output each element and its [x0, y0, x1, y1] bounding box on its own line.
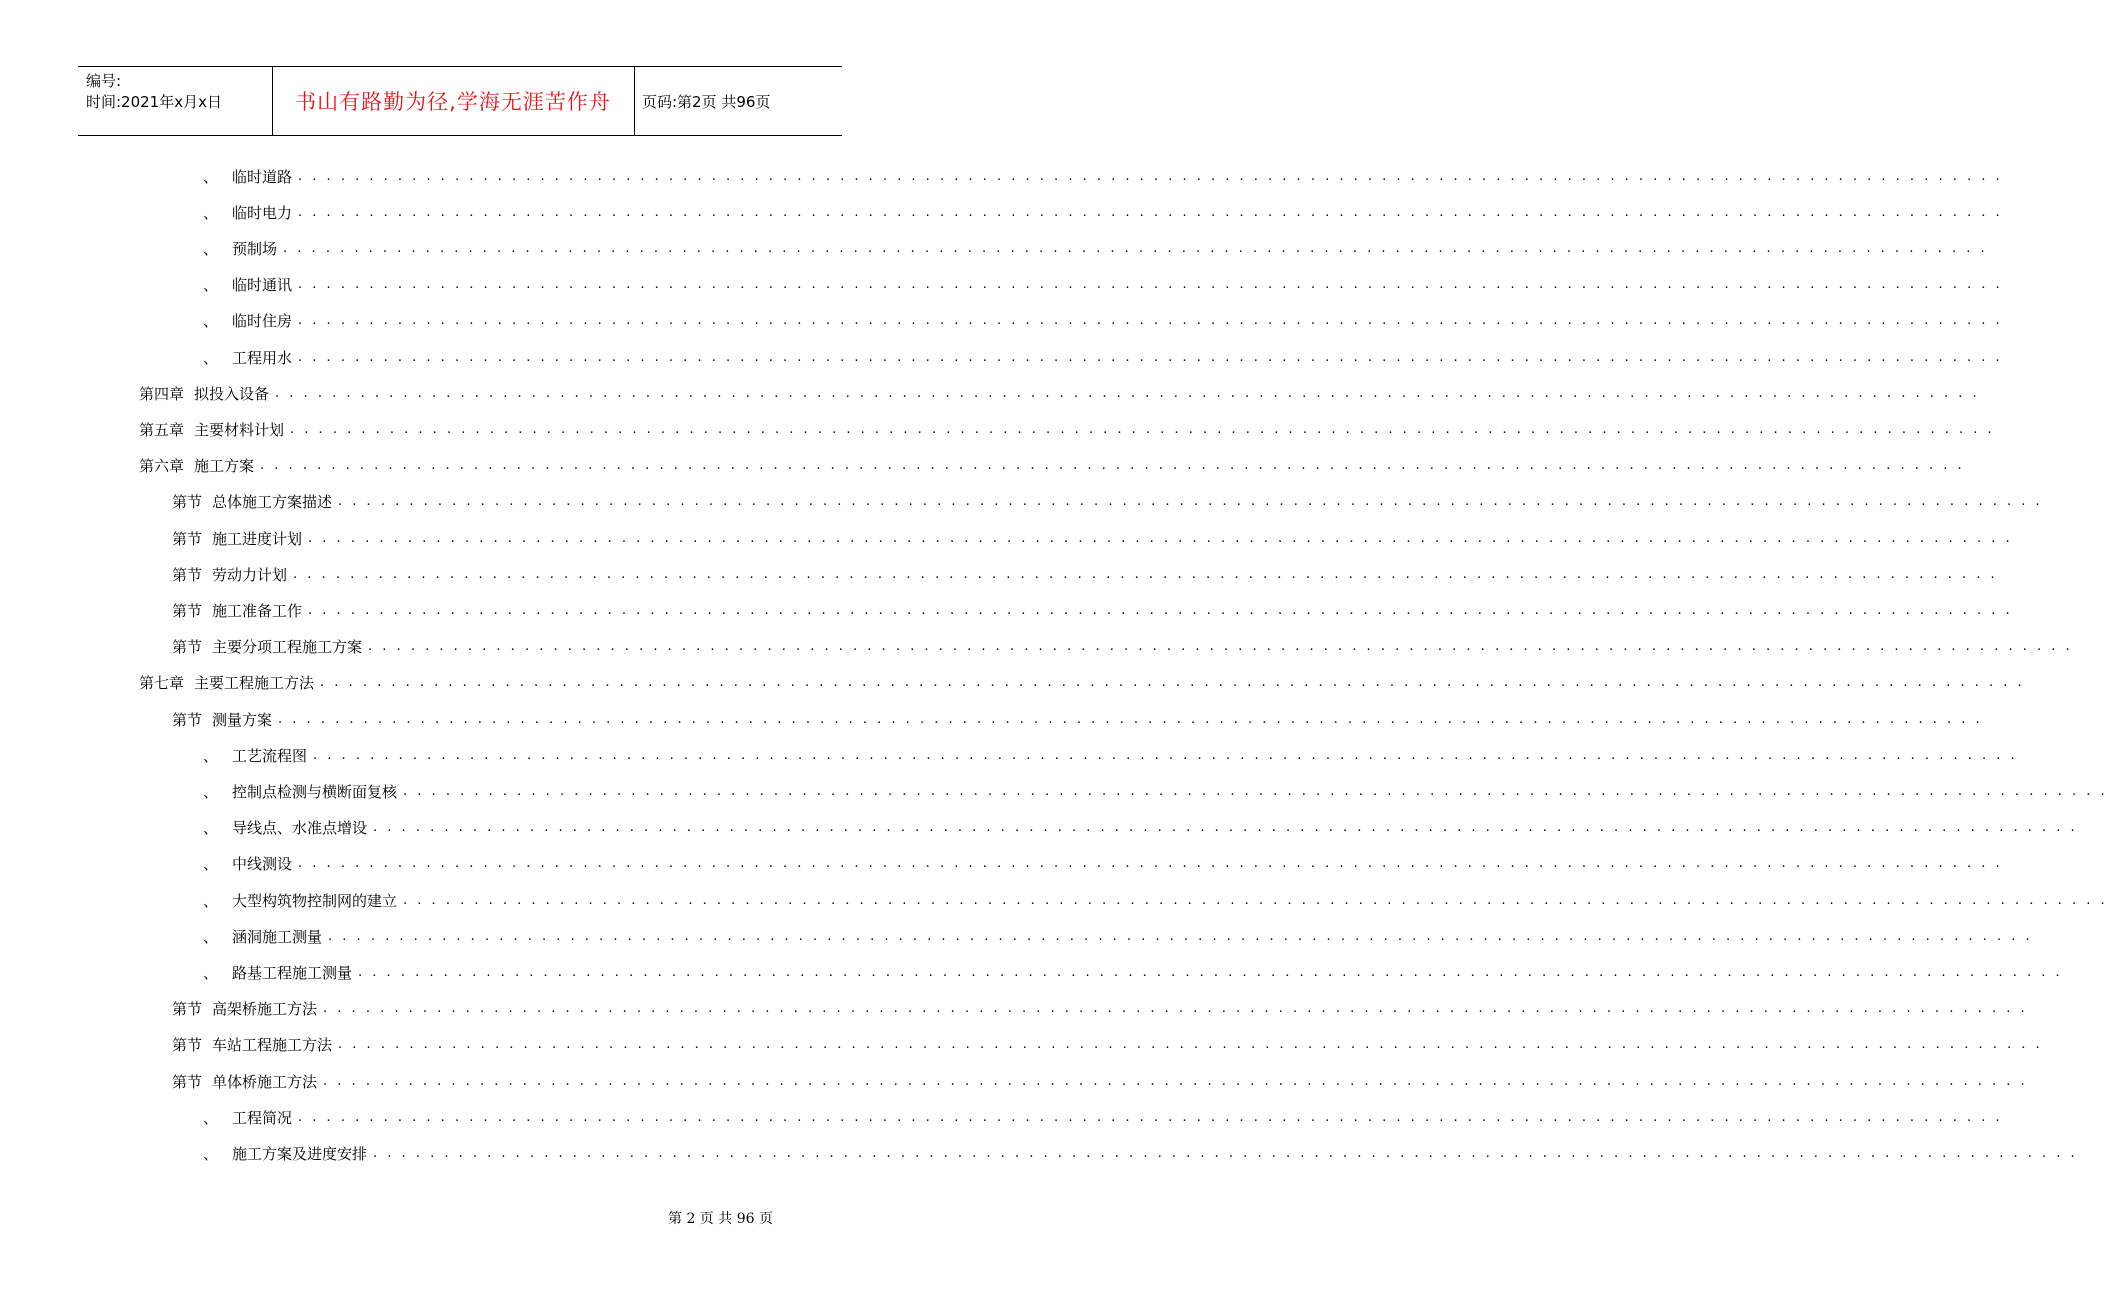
toc-entry[interactable]: [203, 274, 2003, 296]
toc-entry-prefix: 第五章: [139, 420, 185, 439]
toc-entry-prefix: 第四章: [139, 384, 185, 403]
toc-entry-prefix: 、: [203, 203, 219, 222]
toc-leader-dots: . . . . . . . . . . . . . . . . . . . . . . . . . . . . . . . . . . . . . . . . . . . . . . . . . . . . . . . . . . . . . . . . . . . . . . . . . . . . . . . . . . . . . . . . . . . . . . . . . . . . . . . . . . . . . . . . . . . . . . . .: [403, 892, 2108, 908]
toc-entry-title: 大型构筑物控制网的建立: [232, 891, 398, 910]
toc-leader-dots: . . . . . . . . . . . . . . . . . . . . . . . . . . . . . . . . . . . . . . . . . . . . . . . . . . . . . . . . . . . . . . . . . . . . . . . . . . . . . . . . . . . . . . . . . . . . . . . . . . . . . . . . . . . . . . . . . . . . . . . .: [323, 1073, 2028, 1089]
toc-entry-prefix: 、: [203, 348, 219, 367]
toc-leader-dots: . . . . . . . . . . . . . . . . . . . . . . . . . . . . . . . . . . . . . . . . . . . . . . . . . . . . . . . . . . . . . . . . . . . . . . . . . . . . . . . . . . . . . . . . . . . . . . . . . . . . . . . . . . . . . . . . . . . . . . . .: [323, 1001, 2028, 1017]
toc-entry-prefix: 、: [203, 167, 219, 186]
toc-entry-title: 高架桥施工方法: [212, 1000, 318, 1019]
toc-entry-prefix: 、: [203, 855, 219, 874]
toc-entry-prefix: 、: [203, 891, 219, 910]
toc-entry-title: 工艺流程图: [232, 746, 308, 765]
toc-entry[interactable]: [203, 744, 2018, 766]
toc-entry-prefix: 、: [203, 312, 219, 331]
toc-entry-prefix: 第节: [172, 1036, 203, 1055]
toc-entry-title: 临时电力: [232, 203, 293, 222]
toc-leader-dots: . . . . . . . . . . . . . . . . . . . . . . . . . . . . . . . . . . . . . . . . . . . . . . . . . . . . . . . . . . . . . . . . . . . . . . . . . . . . . . . . . . . . . . . . . . . . . . . . . . . . . . . . . . . . . . . . . . . . . . . .: [283, 240, 1988, 256]
toc-entry-title: 控制点检测与横断面复核: [232, 782, 398, 801]
toc-entry[interactable]: [139, 418, 1995, 440]
toc-entry-title: 施工进度计划: [212, 529, 303, 548]
toc-entry[interactable]: [203, 1106, 2003, 1128]
header-motto: 书山有路勤为径,学海无涯苦作舟: [295, 90, 611, 114]
toc-leader-dots: . . . . . . . . . . . . . . . . . . . . . . . . . . . . . . . . . . . . . . . . . . . . . . . . . . . . . . . . . . . . . . . . . . . . . . . . . . . . . . . . . . . . . . . . . . . . . . . . . . . . . . . . . . . . . . . . . . . . . . . .: [298, 168, 2003, 184]
toc-entry-prefix: 第七章: [139, 674, 185, 693]
toc-leader-dots: . . . . . . . . . . . . . . . . . . . . . . . . . . . . . . . . . . . . . . . . . . . . . . . . . . . . . . . . . . . . . . . . . . . . . . . . . . . . . . . . . . . . . . . . . . . . . . . . . . . . . . . . . . . . . . . . . . . . . . . .: [328, 928, 2033, 944]
toc-entry-title: 总体施工方案描述: [212, 493, 333, 512]
time-label: 时间:2021年x月x日: [86, 93, 222, 111]
toc-entry-prefix: 第节: [172, 529, 203, 548]
toc-entry[interactable]: [172, 998, 2028, 1020]
toc-leader-dots: . . . . . . . . . . . . . . . . . . . . . . . . . . . . . . . . . . . . . . . . . . . . . . . . . . . . . . . . . . . . . . . . . . . . . . . . . . . . . . . . . . . . . . . . . . . . . . . . . . . . . . . . . . . . . . . . . . . . . . . .: [368, 639, 2073, 655]
toc-entry[interactable]: [172, 1034, 2043, 1056]
toc-entry-title: 主要材料计划: [194, 420, 285, 439]
toc-entry-prefix: 第节: [172, 601, 203, 620]
toc-entry[interactable]: [203, 961, 2063, 983]
toc-entry-title: 单体桥施工方法: [212, 1072, 318, 1091]
toc-entry-prefix: 、: [203, 782, 219, 801]
toc-entry-title: 中线测设: [232, 855, 293, 874]
toc-leader-dots: . . . . . . . . . . . . . . . . . . . . . . . . . . . . . . . . . . . . . . . . . . . . . . . . . . . . . . . . . . . . . . . . . . . . . . . . . . . . . . . . . . . . . . . . . . . . . . . . . . . . . . . . . . . . . . . . . . . . . . . .: [313, 747, 2018, 763]
toc-entry-title: 工程用水: [232, 348, 293, 367]
toc-entry[interactable]: [172, 563, 1998, 585]
toc-leader-dots: . . . . . . . . . . . . . . . . . . . . . . . . . . . . . . . . . . . . . . . . . . . . . . . . . . . . . . . . . . . . . . . . . . . . . . . . . . . . . . . . . . . . . . . . . . . . . . . . . . . . . . . . . . . . . . . . . . . . . . . .: [278, 711, 1983, 727]
toc-entry[interactable]: [203, 165, 2003, 187]
toc-entry-prefix: 第节: [172, 565, 203, 584]
toc-entry-title: 车站工程施工方法: [212, 1036, 333, 1055]
toc-entry-prefix: 、: [203, 927, 219, 946]
toc-entry-title: 工程简况: [232, 1108, 293, 1127]
toc-entry[interactable]: [203, 201, 2003, 223]
toc-entry-title: 施工方案: [194, 457, 255, 476]
toc-entry[interactable]: [172, 527, 2013, 549]
toc-entry[interactable]: [203, 853, 2003, 875]
toc-entry-title: 施工方案及进度安排: [232, 1144, 368, 1163]
toc-entry-title: 施工准备工作: [212, 601, 303, 620]
toc-entry-title: 主要工程施工方法: [194, 674, 315, 693]
toc-entry-title: 劳动力计划: [212, 565, 288, 584]
toc-leader-dots: . . . . . . . . . . . . . . . . . . . . . . . . . . . . . . . . . . . . . . . . . . . . . . . . . . . . . . . . . . . . . . . . . . . . . . . . . . . . . . . . . . . . . . . . . . . . . . . . . . . . . . . . . . . . . . . . . . . . . . . .: [308, 602, 2013, 618]
toc-leader-dots: . . . . . . . . . . . . . . . . . . . . . . . . . . . . . . . . . . . . . . . . . . . . . . . . . . . . . . . . . . . . . . . . . . . . . . . . . . . . . . . . . . . . . . . . . . . . . . . . . . . . . . . . . . . . . . . . . . . . . . . .: [298, 856, 2003, 872]
toc-entry[interactable]: [203, 237, 1988, 259]
toc-entry[interactable]: [203, 889, 2108, 911]
header-meta: [78, 67, 273, 135]
toc-entry-prefix: 、: [203, 819, 219, 838]
toc-leader-dots: . . . . . . . . . . . . . . . . . . . . . . . . . . . . . . . . . . . . . . . . . . . . . . . . . . . . . . . . . . . . . . . . . . . . . . . . . . . . . . . . . . . . . . . . . . . . . . . . . . . . . . . . . . . . . . . . . . . . . . . .: [358, 964, 2063, 980]
toc-entry[interactable]: [172, 708, 1983, 730]
page-footer: 第 2 页 共 96 页: [668, 1211, 773, 1227]
toc-entry-title: 主要分项工程施工方案: [212, 638, 363, 657]
toc-entry-title: 临时道路: [232, 167, 293, 186]
toc-leader-dots: . . . . . . . . . . . . . . . . . . . . . . . . . . . . . . . . . . . . . . . . . . . . . . . . . . . . . . . . . . . . . . . . . . . . . . . . . . . . . . . . . . . . . . . . . . . . . . . . . . . . . . . . . . . . . . . . . . . . . . . .: [308, 530, 2013, 546]
toc-leader-dots: . . . . . . . . . . . . . . . . . . . . . . . . . . . . . . . . . . . . . . . . . . . . . . . . . . . . . . . . . . . . . . . . . . . . . . . . . . . . . . . . . . . . . . . . . . . . . . . . . . . . . . . . . . . . . . . . . . . . . . . .: [298, 277, 2003, 293]
toc-entry[interactable]: [139, 672, 2025, 694]
toc-entry[interactable]: [203, 1142, 2078, 1164]
toc-entry-title: 临时住房: [232, 312, 293, 331]
toc-leader-dots: . . . . . . . . . . . . . . . . . . . . . . . . . . . . . . . . . . . . . . . . . . . . . . . . . . . . . . . . . . . . . . . . . . . . . . . . . . . . . . . . . . . . . . . . . . . . . . . . . . . . . . . . . . . . . . . . . . . . . . . .: [298, 1109, 2003, 1125]
toc-entry-title: 临时通讯: [232, 276, 293, 295]
toc-leader-dots: . . . . . . . . . . . . . . . . . . . . . . . . . . . . . . . . . . . . . . . . . . . . . . . . . . . . . . . . . . . . . . . . . . . . . . . . . . . . . . . . . . . . . . . . . . . . . . . . . . . . . . . . . . . . . . . . . . . . . . . .: [298, 204, 2003, 220]
toc-entry[interactable]: [203, 925, 2033, 947]
toc-entry-title: 导线点、水准点增设: [232, 819, 368, 838]
toc-leader-dots: . . . . . . . . . . . . . . . . . . . . . . . . . . . . . . . . . . . . . . . . . . . . . . . . . . . . . . . . . . . . . . . . . . . . . . . . . . . . . . . . . . . . . . . . . . . . . . . . . . . . . . . . . . . . . . . . . . . . . . . .: [275, 385, 1980, 401]
toc-entry-title: 涵洞施工测量: [232, 927, 323, 946]
toc-entry-prefix: 第节: [172, 493, 203, 512]
toc-entry[interactable]: [172, 636, 2073, 658]
toc-leader-dots: . . . . . . . . . . . . . . . . . . . . . . . . . . . . . . . . . . . . . . . . . . . . . . . . . . . . . . . . . . . . . . . . . . . . . . . . . . . . . . . . . . . . . . . . . . . . . . . . . . . . . . . . . . . . . . . . . . . . . . . .: [290, 421, 1995, 437]
number-label: 编号:: [86, 72, 122, 90]
toc-leader-dots: . . . . . . . . . . . . . . . . . . . . . . . . . . . . . . . . . . . . . . . . . . . . . . . . . . . . . . . . . . . . . . . . . . . . . . . . . . . . . . . . . . . . . . . . . . . . . . . . . . . . . . . . . . . . . . . . . . . . . . . .: [298, 349, 2003, 365]
toc-entry-prefix: 、: [203, 276, 219, 295]
toc-entry-title: 预制场: [232, 239, 278, 258]
toc-leader-dots: . . . . . . . . . . . . . . . . . . . . . . . . . . . . . . . . . . . . . . . . . . . . . . . . . . . . . . . . . . . . . . . . . . . . . . . . . . . . . . . . . . . . . . . . . . . . . . . . . . . . . . . . . . . . . . . . . . . . . . . .: [338, 1037, 2043, 1053]
toc-leader-dots: . . . . . . . . . . . . . . . . . . . . . . . . . . . . . . . . . . . . . . . . . . . . . . . . . . . . . . . . . . . . . . . . . . . . . . . . . . . . . . . . . . . . . . . . . . . . . . . . . . . . . . . . . . . . . . . . . . . . . . . .: [260, 458, 1965, 474]
toc-entry-prefix: 第节: [172, 1000, 203, 1019]
toc-entry-prefix: 第六章: [139, 457, 185, 476]
toc-leader-dots: . . . . . . . . . . . . . . . . . . . . . . . . . . . . . . . . . . . . . . . . . . . . . . . . . . . . . . . . . . . . . . . . . . . . . . . . . . . . . . . . . . . . . . . . . . . . . . . . . . . . . . . . . . . . . . . . . . . . . . . .: [373, 1145, 2078, 1161]
toc-entry-prefix: 、: [203, 1144, 219, 1163]
toc-entry-title: 测量方案: [212, 710, 273, 729]
page-header: [78, 66, 842, 136]
header-page-info: 页码:第2页 共96页: [642, 92, 771, 111]
toc-entry-prefix: 第节: [172, 638, 203, 657]
toc-entry-prefix: 、: [203, 1108, 219, 1127]
toc-leader-dots: . . . . . . . . . . . . . . . . . . . . . . . . . . . . . . . . . . . . . . . . . . . . . . . . . . . . . . . . . . . . . . . . . . . . . . . . . . . . . . . . . . . . . . . . . . . . . . . . . . . . . . . . . . . . . . . . . . . . . . . .: [320, 675, 2025, 691]
toc-entry-title: 拟投入设备: [194, 384, 270, 403]
toc-entry[interactable]: [139, 455, 1965, 477]
toc-leader-dots: . . . . . . . . . . . . . . . . . . . . . . . . . . . . . . . . . . . . . . . . . . . . . . . . . . . . . . . . . . . . . . . . . . . . . . . . . . . . . . . . . . . . . . . . . . . . . . . . . . . . . . . . . . . . . . . . . . . . . . . .: [338, 494, 2043, 510]
toc-entry[interactable]: [172, 491, 2043, 513]
toc-leader-dots: . . . . . . . . . . . . . . . . . . . . . . . . . . . . . . . . . . . . . . . . . . . . . . . . . . . . . . . . . . . . . . . . . . . . . . . . . . . . . . . . . . . . . . . . . . . . . . . . . . . . . . . . . . . . . . . . . . . . . . . .: [373, 820, 2078, 836]
toc-entry[interactable]: [203, 310, 2003, 332]
toc-entry[interactable]: [203, 780, 2108, 802]
toc-entry-prefix: 、: [203, 963, 219, 982]
toc-leader-dots: . . . . . . . . . . . . . . . . . . . . . . . . . . . . . . . . . . . . . . . . . . . . . . . . . . . . . . . . . . . . . . . . . . . . . . . . . . . . . . . . . . . . . . . . . . . . . . . . . . . . . . . . . . . . . . . . . . . . . . . .: [403, 783, 2108, 799]
toc-leader-dots: . . . . . . . . . . . . . . . . . . . . . . . . . . . . . . . . . . . . . . . . . . . . . . . . . . . . . . . . . . . . . . . . . . . . . . . . . . . . . . . . . . . . . . . . . . . . . . . . . . . . . . . . . . . . . . . . . . . . . . . .: [298, 313, 2003, 329]
toc-entry-prefix: 、: [203, 239, 219, 258]
toc-entry[interactable]: [172, 599, 2013, 621]
toc-entry[interactable]: [139, 382, 1980, 404]
toc-entry-prefix: 第节: [172, 1072, 203, 1091]
toc-entry[interactable]: [203, 817, 2078, 839]
toc-entry-title: 路基工程施工测量: [232, 963, 353, 982]
toc-entry[interactable]: [172, 1070, 2028, 1092]
toc-leader-dots: . . . . . . . . . . . . . . . . . . . . . . . . . . . . . . . . . . . . . . . . . . . . . . . . . . . . . . . . . . . . . . . . . . . . . . . . . . . . . . . . . . . . . . . . . . . . . . . . . . . . . . . . . . . . . . . . . . . . . . . .: [293, 566, 1998, 582]
toc-entry[interactable]: [203, 346, 2003, 368]
toc-entry-prefix: 、: [203, 746, 219, 765]
toc-entry-prefix: 第节: [172, 710, 203, 729]
header-motto-cell: [272, 67, 635, 135]
